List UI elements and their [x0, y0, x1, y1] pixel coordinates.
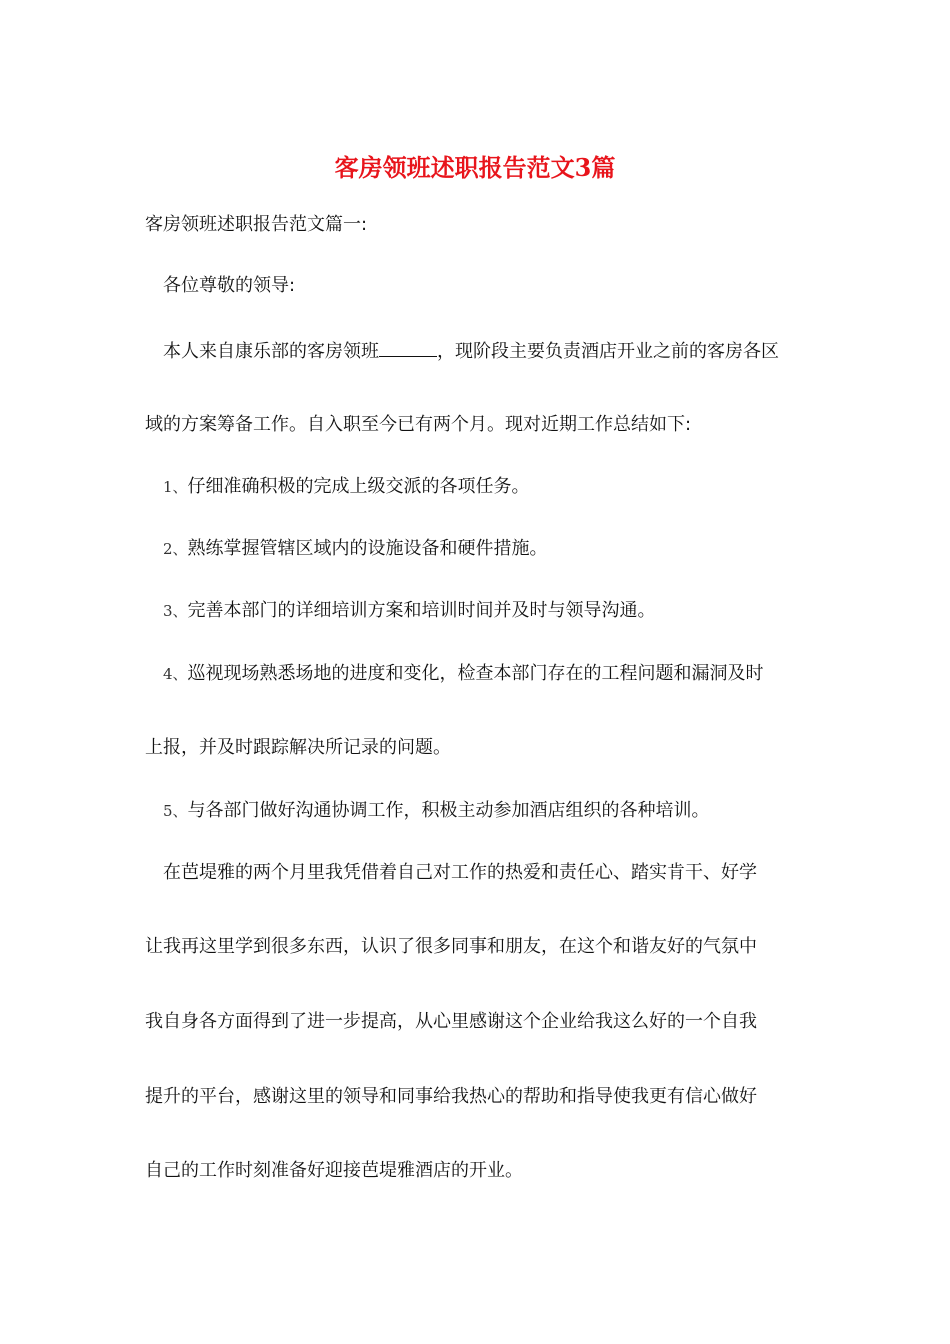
list-item-text: 仔细准确积极的完成上级交派的各项任务。 — [187, 476, 530, 497]
intro-paragraph-line-2: 域的方案筹备工作。自入职至今已有两个月。现对近期工作总结如下: — [145, 414, 692, 435]
list-item — [163, 473, 530, 501]
document-title: 客房领班述职报告范文3篇 — [334, 153, 616, 182]
closing-paragraph-line-5: 自己的工作时刻准备好迎接芭堤雅酒店的开业。 — [145, 1160, 523, 1181]
closing-paragraph-line-2: 让我再这里学到很多东西，认识了很多同事和朋友，在这个和谐友好的气氛中 — [145, 936, 757, 957]
closing-paragraph-line-3: 我自身各方面得到了进一步提高，从心里感谢这个企业给我这么好的一个自我 — [145, 1011, 757, 1032]
list-item-continuation: 上报，并及时跟踪解决所记录的问题。 — [145, 737, 451, 758]
list-item-text: 巡视现场熟悉场地的进度和变化，检查本部门存在的工程问题和漏洞及时 — [187, 663, 764, 684]
list-item-text: 熟练掌握管辖区域内的设施设备和硬件措施。 — [187, 538, 548, 559]
list-item-text: 完善本部门的详细培训方案和培训时间并及时与领导沟通。 — [187, 600, 656, 621]
list-item — [163, 660, 764, 688]
list-item — [163, 797, 710, 825]
intro-paragraph-line-1 — [163, 338, 779, 366]
list-item-number: 2、 — [163, 540, 188, 558]
list-item-number: 4、 — [163, 665, 188, 683]
list-item-number: 5、 — [163, 802, 188, 820]
list-item-number: 1、 — [163, 478, 188, 496]
intro-blank — [379, 338, 437, 357]
closing-paragraph-line-4: 提升的平台，感谢这里的领导和同事给我热心的帮助和指导使我更有信心做好 — [145, 1086, 757, 1107]
section-heading: 客房领班述职报告范文篇一: — [145, 214, 368, 235]
intro-text-part2: ，现阶段主要负责酒店开业之前的客房各区 — [437, 341, 779, 362]
closing-paragraph-line-1: 在芭堤雅的两个月里我凭借着自己对工作的热爱和责任心、踏实肯干、好学 — [163, 862, 757, 883]
list-item — [163, 597, 656, 625]
list-item-text: 与各部门做好沟通协调工作，积极主动参加酒店组织的各种培训。 — [187, 800, 710, 821]
greeting: 各位尊敬的领导: — [163, 275, 296, 296]
list-item-number: 3、 — [163, 602, 188, 620]
list-item — [163, 535, 548, 563]
intro-text-part1: 本人来自康乐部的客房领班 — [163, 341, 379, 362]
